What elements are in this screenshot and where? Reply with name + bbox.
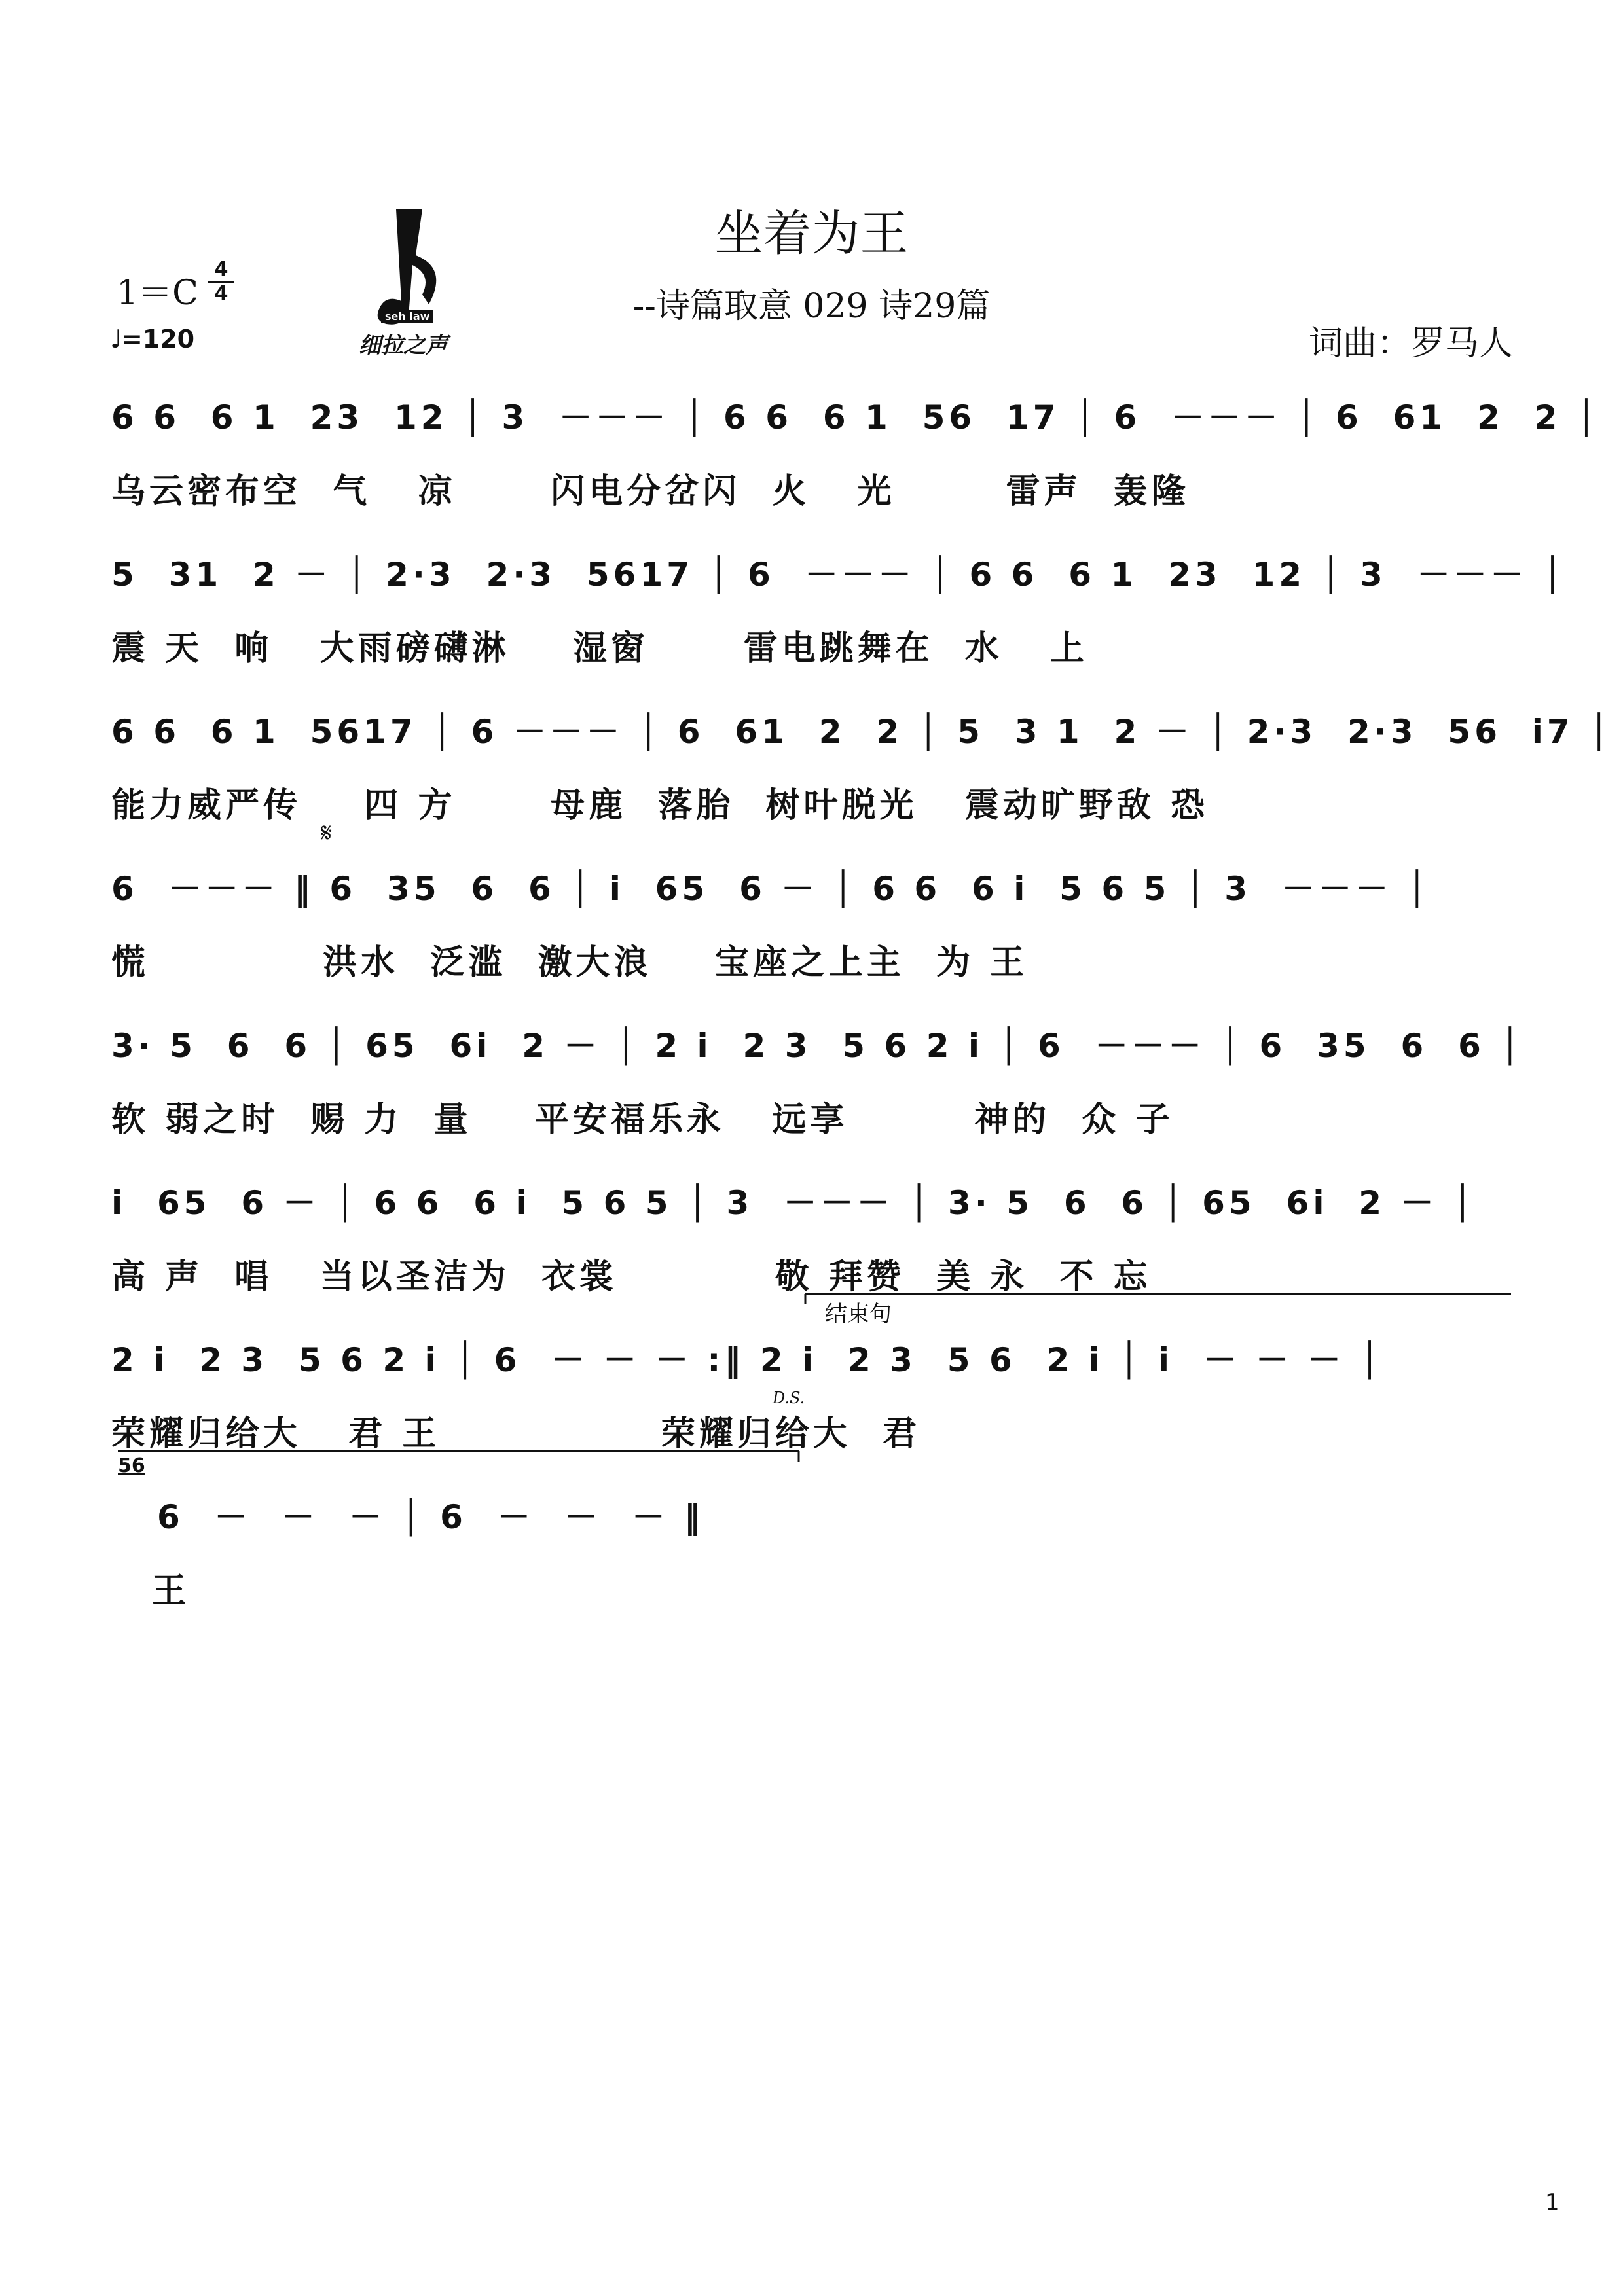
notes-line-5: 3· 5 6 6 │ 65 6i 2 － │ 2 i 2 3 5 6 2 i │ 6 －－－ │ 6 35 6 6 │: [111, 1027, 1524, 1065]
grace-notes: 56: [118, 1454, 145, 1477]
ending-label: 结束句: [825, 1301, 892, 1327]
notes-line-3: 6 6 6 1 5617 │ 6 －－－ │ 6 61 2 2 │ 5 3 1 2 － │ 2·3 2·3 56 i7 │: [111, 713, 1613, 751]
logo-small-text: seh law: [381, 310, 433, 323]
song-title: 坐着为王: [714, 206, 909, 262]
ds-marking: D.S.: [773, 1389, 805, 1407]
page-number: 1: [1545, 2189, 1559, 2215]
lyrics-line-3: 能力威严传 四 方 母鹿 落胎 树叶脱光 震动旷野敌 恐: [111, 786, 1209, 825]
key-signature: 1＝C: [117, 274, 198, 313]
lyrics-line-1: 乌云密布空 气 凉 闪电分岔闪 火 光 雷声 轰隆: [111, 472, 1190, 511]
notes-line-1: 6 6 6 1 23 12 │ 3 －－－ │ 6 6 6 1 56 17 │ 6 －－－ │ 6 61 2 2 │: [111, 399, 1600, 437]
logo-caption: 细拉之声: [359, 332, 448, 359]
lyrics-line-8: 王: [152, 1571, 191, 1611]
segno-sign: 𝄋: [321, 818, 333, 848]
notes-line-7: 2 i 2 3 5 6 2 i │ 6 － － － :‖ 2 i 2 3 5 6 2 i │ i － － － │: [111, 1341, 1384, 1379]
time-signature: [208, 259, 234, 305]
lyrics-line-4: 慌 洪水 泛滥 激大浪 宝座之上主 为 王: [111, 943, 1029, 982]
lyrics-line-7: 荣耀归给大 君 王 荣耀归给大 君: [111, 1414, 921, 1454]
notes-line-4: 6 －－－ ‖ 6 35 6 6 │ i 65 6 － │ 6 6 6 i 5 6 5 │ 3 －－－ │: [111, 870, 1431, 908]
song-subtitle: --诗篇取意 029 诗29篇: [632, 287, 991, 326]
composer-credit: 词曲：罗马人: [1308, 324, 1513, 363]
lyrics-line-5: 软 弱之时 赐 力 量 平安福乐永 远享 神的 众 子: [111, 1100, 1174, 1139]
time-sig-top: 4: [214, 258, 228, 281]
lyrics-line-2: 震 天 响 大雨磅礴淋 湿窗 雷电跳舞在 水 上: [111, 629, 1089, 668]
notes-line-8: 6 － － － │ 6 － － － ‖: [157, 1498, 704, 1536]
tempo-marking: ♩=120: [110, 325, 195, 353]
lyrics-line-6: 高 声 唱 当以圣洁为 衣裳 敬 拜赞 美 永 不 忘: [111, 1257, 1152, 1297]
notes-line-6: i 65 6 － │ 6 6 6 i 5 6 5 │ 3 －－－ │ 3· 5 6 6 │ 65 6i 2 － │: [111, 1184, 1476, 1222]
time-sig-bottom: 4: [208, 281, 234, 305]
notes-line-2: 5 31 2 － │ 2·3 2·3 5617 │ 6 －－－ │ 6 6 6 1 23 12 │ 3 －－－ │: [111, 556, 1567, 594]
